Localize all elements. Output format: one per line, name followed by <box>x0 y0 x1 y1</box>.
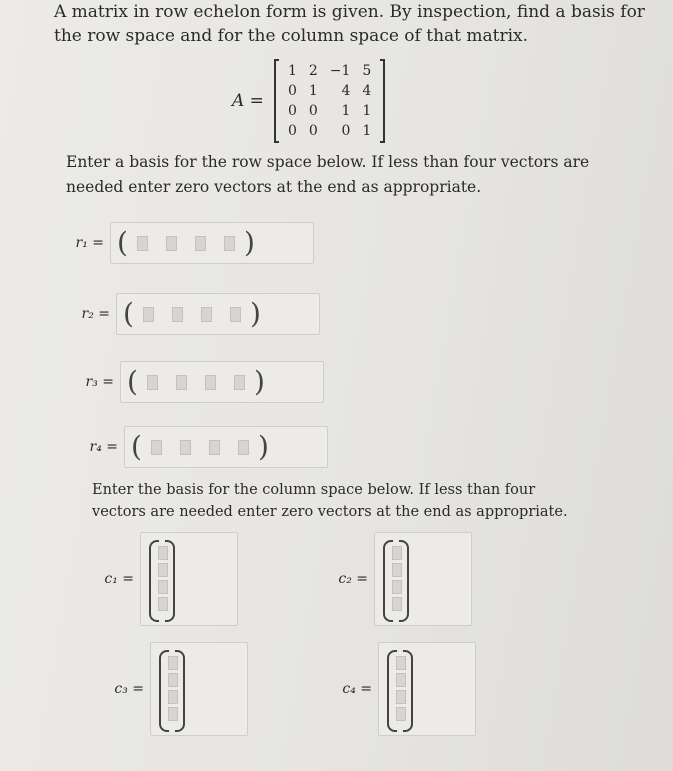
matrix-cell: 4 <box>341 83 351 99</box>
matrix-table <box>282 61 377 141</box>
r2-entry-2[interactable] <box>172 307 183 322</box>
column-vector-c4 <box>314 642 476 736</box>
row-space-instructions <box>66 150 656 200</box>
right-paren-icon: ) <box>249 297 261 330</box>
col-instructions-line-1: Enter the basis for the column space below. If less than four <box>92 482 536 498</box>
row-instructions-line-1: Enter a basis for the row space below. If less than four vectors are <box>66 153 590 171</box>
right-paren-icon <box>175 650 185 732</box>
c2-label: c₂ = <box>338 571 368 587</box>
column-vector-c3 <box>86 642 248 736</box>
matrix-cell: 5 <box>362 63 372 79</box>
r4-entry-3[interactable] <box>209 440 220 455</box>
matrix-row <box>282 61 377 81</box>
left-paren-icon: ( <box>127 365 138 398</box>
matrix-row <box>282 121 377 141</box>
column-vector-c1 <box>76 532 238 626</box>
problem-line-2: the row space and for the column space of that matrix. <box>54 26 529 46</box>
matrix-cell: 0 <box>287 83 297 99</box>
row-instructions-line-2: needed enter zero vectors at the end as appropriate. <box>66 178 482 196</box>
right-paren-icon: ) <box>257 430 269 463</box>
r1-entry-2[interactable] <box>166 236 177 251</box>
right-paren-icon <box>399 540 409 622</box>
r2-entry-1[interactable] <box>143 307 154 322</box>
row-vector-r1 <box>52 222 314 264</box>
r1-answer-box[interactable] <box>110 222 314 264</box>
matrix-cell: 2 <box>308 63 318 79</box>
c3-vector <box>159 650 185 728</box>
r1-entry-4[interactable] <box>224 236 235 251</box>
matrix-label: A = <box>232 91 264 111</box>
matrix-cell: 0 <box>341 123 351 139</box>
c1-label: c₁ = <box>104 571 134 587</box>
c2-vector <box>383 540 409 618</box>
r3-answer-box[interactable] <box>120 361 324 403</box>
c3-label: c₃ = <box>114 681 144 697</box>
problem-line-1: A matrix in row echelon form is given. By inspection, find a basis for <box>54 2 645 22</box>
problem-statement <box>54 0 654 48</box>
r3-label: r₃ = <box>85 374 114 390</box>
matrix-cell: −1 <box>329 63 351 79</box>
c4-label: c₄ = <box>342 681 372 697</box>
r2-entry-3[interactable] <box>201 307 212 322</box>
left-paren-icon: ( <box>123 297 134 330</box>
right-paren-icon: ) <box>243 226 255 259</box>
r4-answer-box[interactable] <box>124 426 328 468</box>
column-space-instructions <box>92 479 652 523</box>
matrix-cell: 4 <box>362 83 372 99</box>
r3-entry-2[interactable] <box>176 375 187 390</box>
c3-answer-box[interactable] <box>150 642 248 736</box>
matrix-row <box>282 81 377 101</box>
matrix-cell: 1 <box>362 103 372 119</box>
matrix-cell: 0 <box>308 123 318 139</box>
right-paren-icon <box>165 540 175 622</box>
right-paren-icon <box>403 650 413 732</box>
r4-label: r₄ = <box>89 439 118 455</box>
r3-entry-4[interactable] <box>234 375 245 390</box>
matrix-cell: 0 <box>287 123 297 139</box>
column-vector-c2 <box>310 532 472 626</box>
matrix-cell: 1 <box>287 63 297 79</box>
matrix-cell: 1 <box>362 123 372 139</box>
right-paren-icon: ) <box>253 365 265 398</box>
r1-entry-3[interactable] <box>195 236 206 251</box>
matrix-cell: 0 <box>287 103 297 119</box>
r4-entry-4[interactable] <box>238 440 249 455</box>
col-instructions-line-2: vectors are needed enter zero vectors at the end as appropriate. <box>92 504 568 520</box>
left-paren-icon: ( <box>117 226 128 259</box>
r4-entry-2[interactable] <box>180 440 191 455</box>
c4-answer-box[interactable] <box>378 642 476 736</box>
left-paren-icon: ( <box>131 430 142 463</box>
r1-entry-1[interactable] <box>137 236 148 251</box>
c1-answer-box[interactable] <box>140 532 238 626</box>
matrix-cell: 0 <box>308 103 318 119</box>
matrix-display <box>232 60 385 142</box>
matrix-cell: 1 <box>341 103 351 119</box>
r1-label: r₁ = <box>75 235 104 251</box>
r3-entry-1[interactable] <box>147 375 158 390</box>
matrix-row <box>282 101 377 121</box>
r2-entry-4[interactable] <box>230 307 241 322</box>
matrix-cell: 1 <box>308 83 318 99</box>
row-vector-r4 <box>66 426 328 468</box>
row-vector-r2 <box>58 293 320 335</box>
r2-answer-box[interactable] <box>116 293 320 335</box>
r4-entry-1[interactable] <box>151 440 162 455</box>
row-vector-r3 <box>62 361 324 403</box>
r2-label: r₂ = <box>81 306 110 322</box>
r3-entry-3[interactable] <box>205 375 216 390</box>
c1-vector <box>149 540 175 618</box>
c4-vector <box>387 650 413 728</box>
matrix-brackets <box>274 60 385 142</box>
c2-answer-box[interactable] <box>374 532 472 626</box>
